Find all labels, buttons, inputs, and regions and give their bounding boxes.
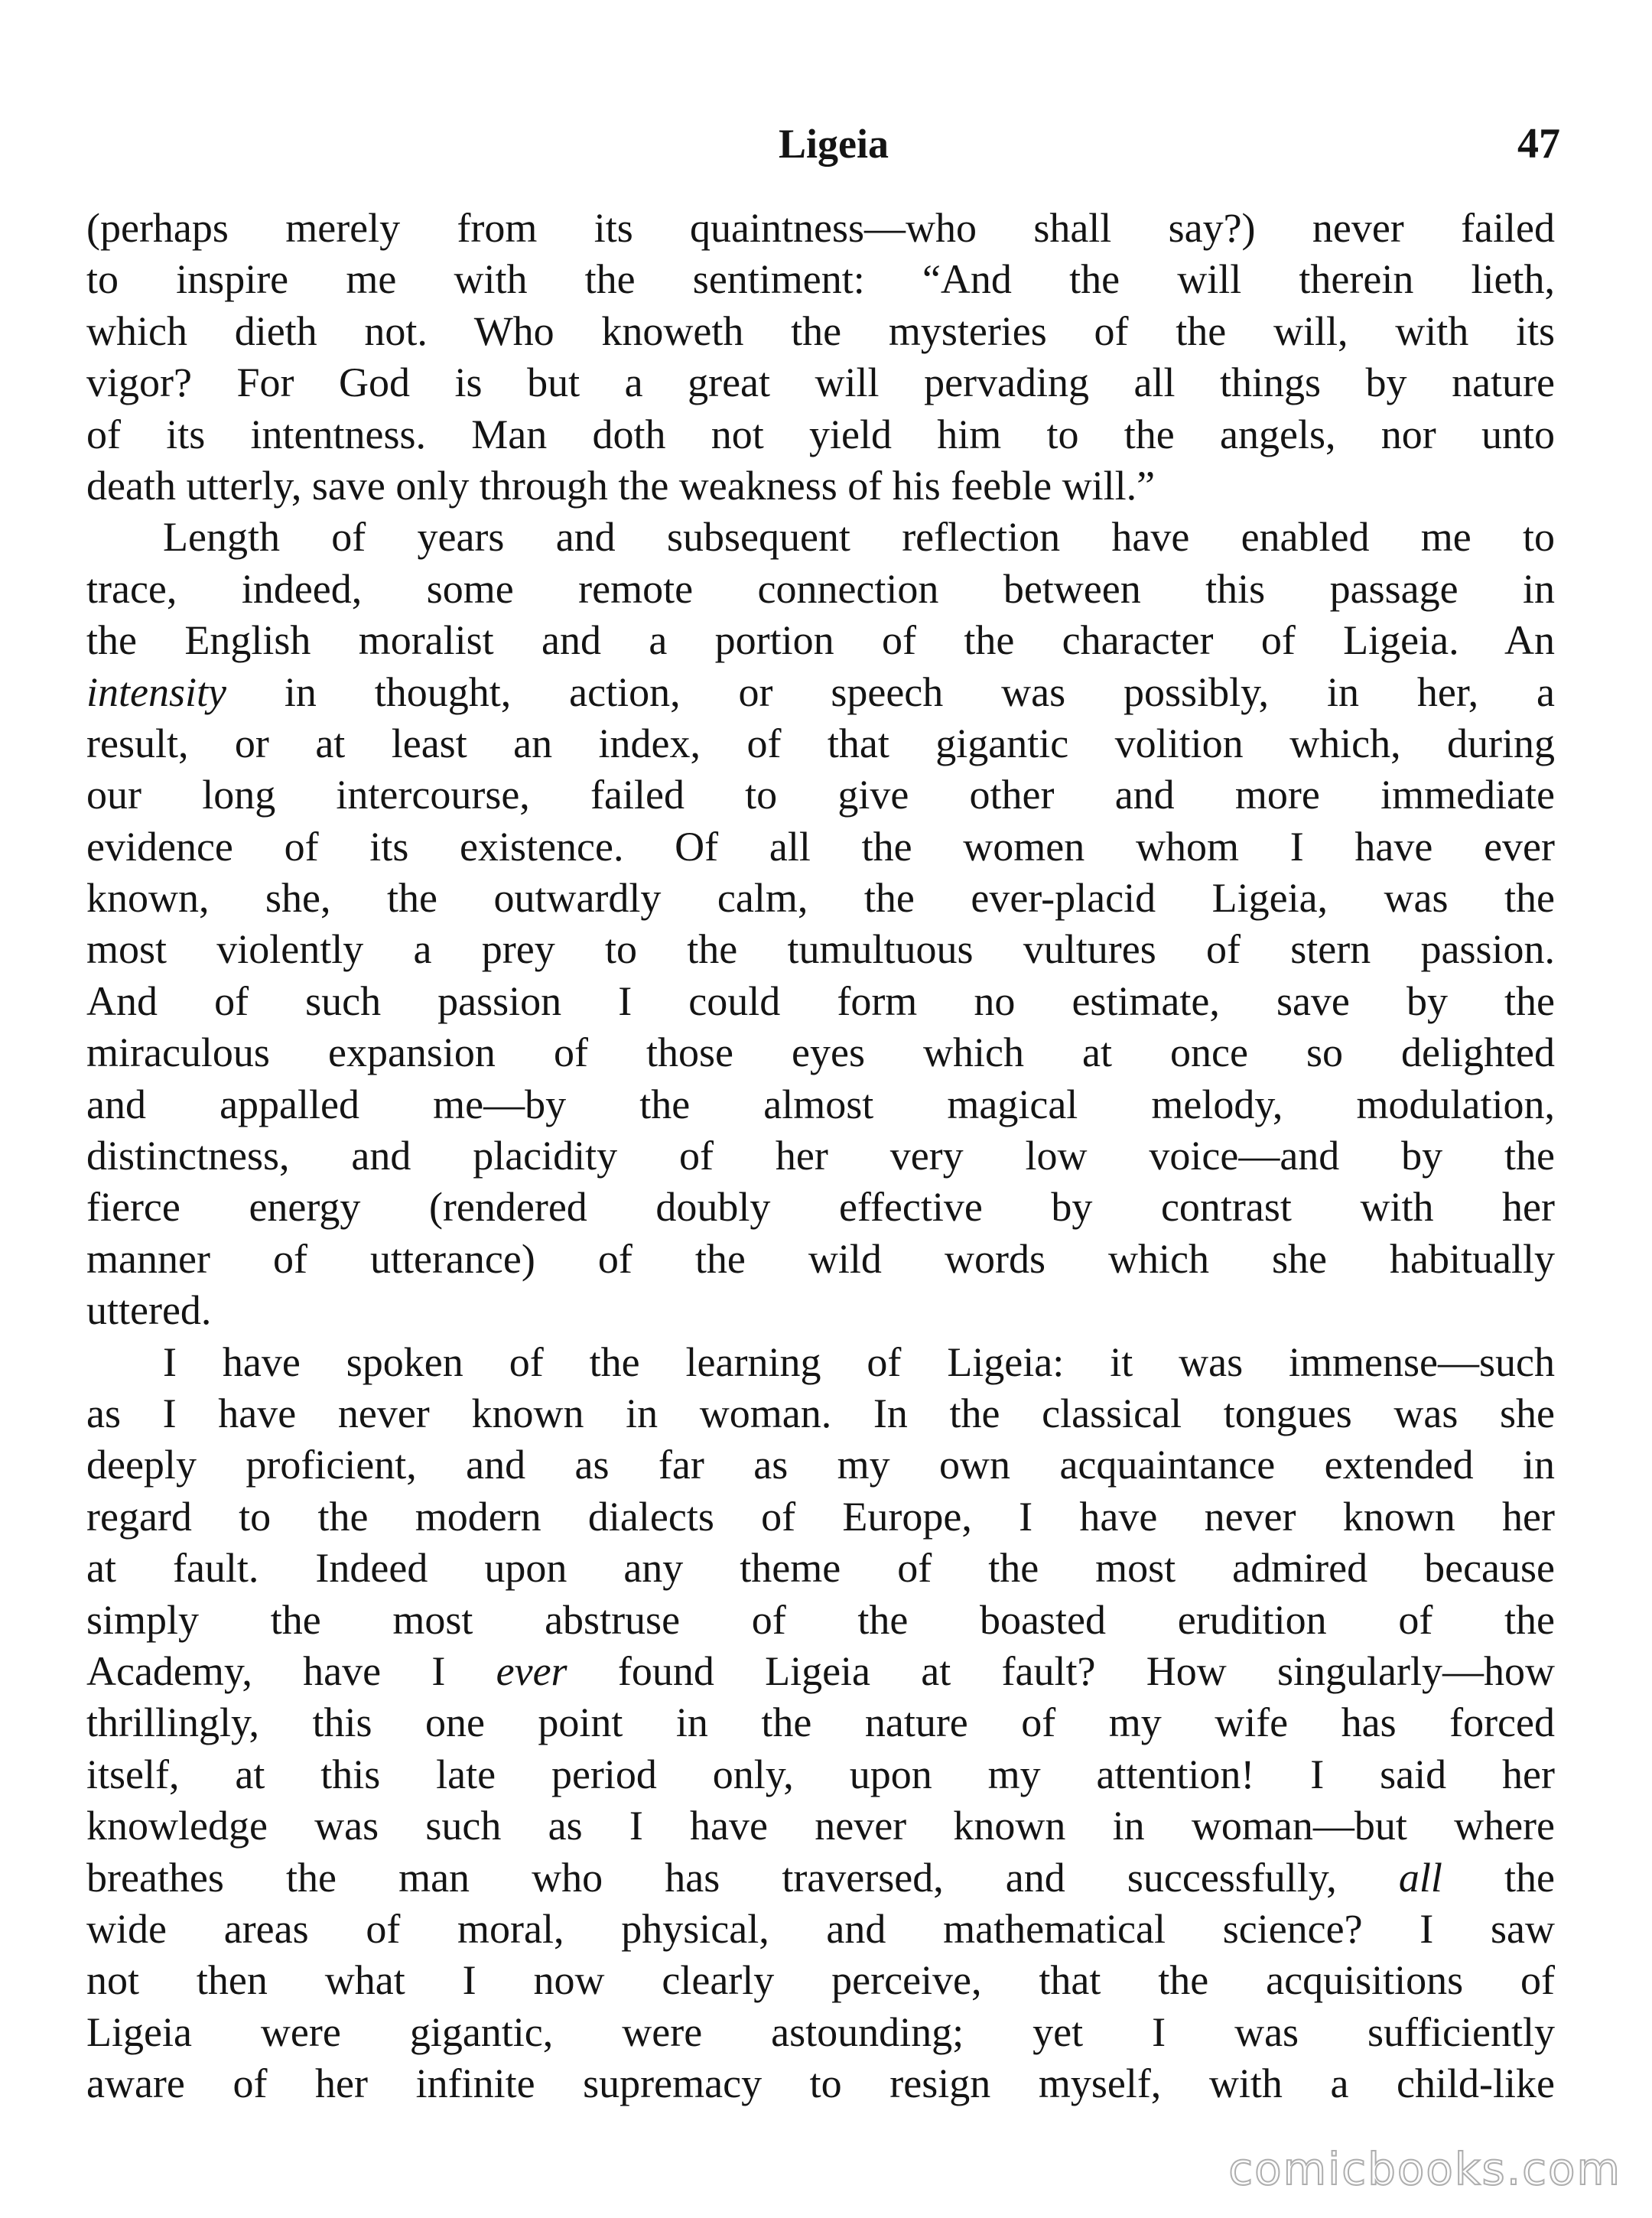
text-line: which dieth not. Who knoweth the mysteries of the will, with its	[86, 307, 1555, 354]
text-line: aware of her infinite supremacy to resign myself, with a child-like	[86, 2060, 1555, 2107]
text-line: as I have never known in woman. In the classical tongues was she	[86, 1390, 1555, 1436]
text-line: trace, indeed, some remote connection between this passage in	[86, 565, 1555, 612]
text-line: wide areas of moral, physical, and mathematical science? I saw	[86, 1905, 1555, 1952]
text-line	[86, 1852, 1555, 1904]
text-run: in thought, action, or speech was possibly, in her, a	[226, 668, 1555, 715]
italic-emphasis: intensity	[86, 668, 226, 715]
running-title: Ligeia	[779, 121, 889, 167]
text-line: distinctness, and placidity of her very low voice—and by the	[86, 1133, 1555, 1179]
italic-emphasis: all	[1398, 1854, 1442, 1901]
text-line: Ligeia were gigantic, were astounding; yet I was sufficiently	[86, 2008, 1555, 2055]
text-run: breathes the man who has traversed, and successfully,	[86, 1854, 1399, 1901]
text-line: death utterly, save only through the weakness of his feeble will.”	[86, 462, 1156, 509]
text-line: Length of years and subsequent reflection have enabled me to	[163, 514, 1555, 561]
text-line: And of such passion I could form no estimate, save by the	[86, 977, 1555, 1024]
text-line: (perhaps merely from its quaintness—who shall say?) never failed	[86, 205, 1555, 251]
text-line: regard to the modern dialects of Europe, I have never known her	[86, 1493, 1555, 1540]
text-line: known, she, the outwardly calm, the ever-placid Ligeia, was the	[86, 875, 1555, 922]
text-line: uttered.	[86, 1287, 212, 1334]
text-line: and appalled me—by the almost magical melody, modulation,	[86, 1081, 1555, 1127]
watermark: comicbooks.com	[1228, 2143, 1621, 2195]
text-line: simply the most abstruse of the boasted erudition of the	[86, 1596, 1555, 1643]
text-line: not then what I now clearly perceive, that the acquisitions of	[86, 1957, 1555, 2004]
text-line: miraculous expansion of those eyes which at once so delighted	[86, 1029, 1555, 1076]
italic-emphasis: ever	[496, 1647, 567, 1694]
text-line: evidence of its existence. Of all the women whom I have ever	[86, 823, 1555, 870]
text-line: at fault. Indeed upon any theme of the most admired because	[86, 1545, 1555, 1592]
text-line: manner of utterance) of the wild words which she habitually	[86, 1235, 1555, 1282]
running-head	[107, 113, 1560, 174]
text-run: the	[1442, 1854, 1555, 1901]
text-line: knowledge was such as I have never known in woman—but where	[86, 1803, 1555, 1849]
text-line: most violently a prey to the tumultuous vultures of stern passion.	[86, 926, 1555, 973]
text-line: of its intentness. Man doth not yield him to the angels, nor unto	[86, 411, 1555, 457]
text-line: result, or at least an index, of that gigantic volition which, during	[86, 720, 1555, 766]
text-line	[86, 667, 1555, 718]
text-line: deeply proficient, and as far as my own acquaintance extended in	[86, 1442, 1555, 1488]
body-text	[86, 203, 1555, 2109]
text-line: the English moralist and a portion of the character of Ligeia. An	[86, 617, 1555, 664]
text-run: found Ligeia at fault? How singularly—how	[567, 1647, 1555, 1694]
text-line: itself, at this late period only, upon my attention! I said her	[86, 1751, 1555, 1797]
page-number: 47	[1517, 120, 1560, 167]
text-line: fierce energy (rendered doubly effective by contrast with her	[86, 1184, 1555, 1231]
text-line: to inspire me with the sentiment: “And the will therein lieth,	[86, 256, 1555, 303]
text-run: Academy, have I	[86, 1647, 496, 1694]
text-line: our long intercourse, failed to give other and more immediate	[86, 772, 1555, 818]
text-line: thrillingly, this one point in the nature of my wife has forced	[86, 1699, 1555, 1746]
text-line	[86, 1646, 1555, 1697]
text-line: vigor? For God is but a great will pervading all things by nature	[86, 359, 1555, 406]
text-line: I have spoken of the learning of Ligeia: it was immense—such	[163, 1338, 1555, 1385]
